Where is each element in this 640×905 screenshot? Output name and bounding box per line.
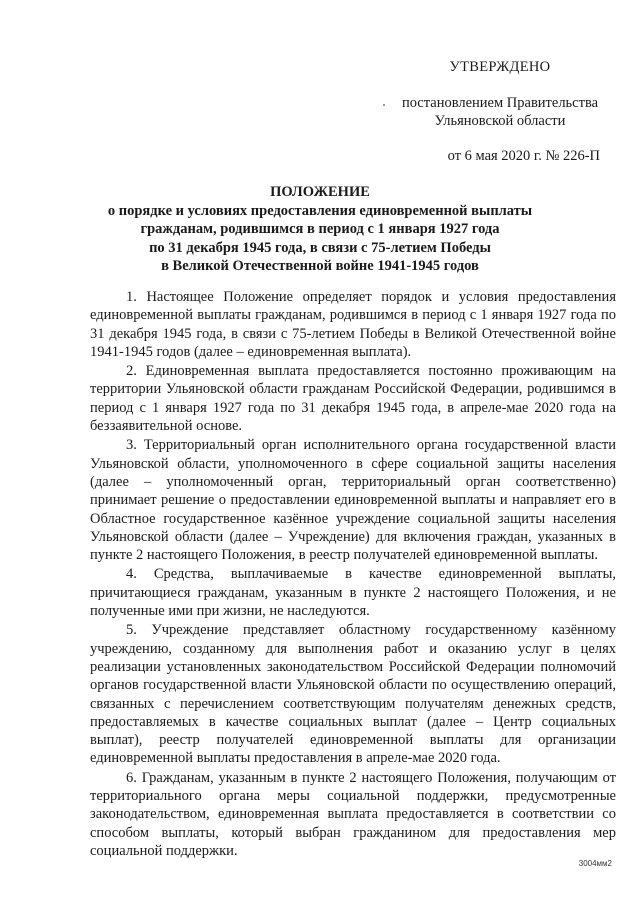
footer-code: 3004мм2 — [578, 859, 612, 868]
paragraph-5: 5. Учреждение представляет областному государственному казённому учреждению, созданному для выполнения работ и оказанию услуг в целях реализации установленных законодательством Российской Федерации полномочий органов государственной власти Ульяновской области по осуществлению операций, связанных с перечислением соответствующим получателям денежных средств, предоставляемых в качестве социальных выплат (далее – Центр социальных выплат), реестр получателей единовременной выплаты для организации единовременной выплаты предоставления в апреле-мае 2020 года. — [90, 622, 616, 767]
scan-speck — [383, 104, 385, 106]
document-heading — [90, 183, 550, 276]
heading-line: в Великой Отечественной войне 1941-1945 годов — [161, 258, 479, 274]
approval-region: Ульяновской области — [434, 113, 566, 129]
paragraph-3: 3. Территориальный орган исполнительного органа государственной власти Ульяновской области, уполномоченного в сфере социальной защиты населения (далее – уполномоченный орган, территориальный орган соответственно) принимает решение о предоставлении единовременной выплаты и направляет его в Областное государственное казённое учреждение социальной защиты населения Ульяновской области (далее – Учреждение) для включения граждан, указанных в пункте 2 настоящего Положения, в реестр получателей единовременной выплаты. — [90, 437, 616, 564]
heading-title: ПОЛОЖЕНИЕ — [270, 184, 370, 200]
document-body — [90, 288, 616, 861]
paragraph-2: 2. Единовременная выплата предоставляется постоянно проживающим на территории Ульяновской области гражданам Российской Федерации, родившимся в период с 1 января 1927 года по 31 декабря 1945 года, в апреле-мае 2020 года на беззаявительной основе. — [90, 363, 616, 435]
paragraph-4: 4. Средства, выплачиваемые в качестве единовременной выплаты, причитающиеся гражданам, указанным в пункте 2 настоящего Положения, и не полученные ими при жизни, не наследуются. — [90, 566, 616, 620]
heading-line: по 31 декабря 1945 года, в связи с 75-летием Победы — [149, 239, 491, 256]
approval-authority: постановлением Правительства — [401, 95, 599, 111]
heading-line: гражданам, родившимся в период с 1 января 1927 года — [140, 221, 500, 237]
paragraph-6: 6. Гражданам, указанным в пункте 2 настоящего Положения, получающим от территориального органа меры социальной поддержки, предусмотренные законодательством, единовременная выплата предоставляется в соответствии со способом выплаты, который выбран гражданином для предоставления мер социальной поддержки. — [90, 769, 616, 859]
approval-title: УТВЕРЖДЕНО — [449, 59, 551, 75]
paragraph-1: 1. Настоящее Положение определяет порядок и условия предоставления единовременной выплаты гражданам, родившимся в период с 1 января 1927 года по 31 декабря 1945 года, в связи с 75-летием Победы в Великой Отечественной войне 1941-1945 годов (далее – единовременная выплата). — [90, 289, 616, 360]
approval-date-number: от 6 мая 2020 г. № 226-П — [447, 148, 600, 164]
heading-line: о порядке и условиях предоставления единовременной выплаты — [107, 202, 533, 219]
